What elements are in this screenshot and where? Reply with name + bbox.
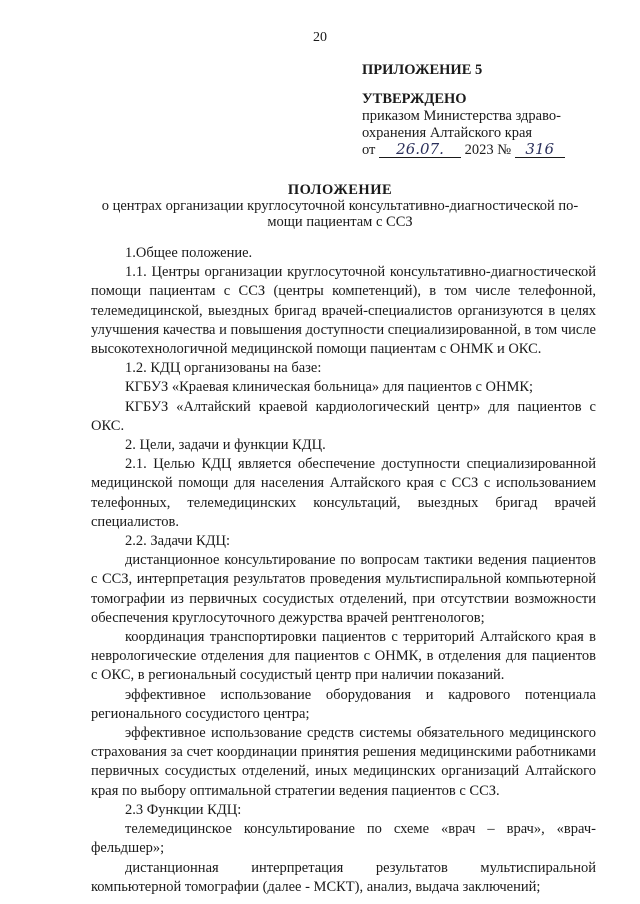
paragraph: 2.3 Функции КДЦ: [125, 801, 242, 818]
paragraph: КГБУЗ «Алтайский краевой кардиологический центр» для пациентов с ОКС. [91, 398, 596, 434]
handwritten-date: 26.07. [379, 142, 461, 158]
paragraph: 1.2. КДЦ организованы на базе: [125, 360, 322, 377]
section-heading: 1.Общее положение. [125, 245, 253, 261]
approval-line-1: приказом Министерства здраво- [362, 108, 561, 124]
approval-line-2: охранения Алтайского края [362, 125, 533, 141]
paragraph: 2.1. Целью КДЦ является обеспечение доступности специализированной медицинской помощи для населения Алтайского края с ССЗ с использованием телефонных, телемедицинских консультаций, выездных бригад врачей специалистов. [91, 456, 596, 530]
paragraph: дистанционное консультирование по вопросам тактики ведения пациентов с ССЗ, интерпретация результатов проведения мультиспиральной компьютерной томографии из первичных сосудистых отделений, при отсутствии возможности обеспечения круглосуточного дежурства врачей рентгенологов; [91, 552, 596, 626]
paragraph: эффективное использование средств системы обязательного медицинского страхования за счет координации принятия решения медицинскими работниками первичных сосудистых отделений, иных медицинских организаций Алтайского края по выбору оптимальной стратегии ведения пациентов с ССЗ. [91, 725, 596, 799]
approval-block [362, 62, 622, 159]
title-heading: ПОЛОЖЕНИЕ [287, 182, 393, 198]
paragraph: координация транспортировки пациентов с территорий Алтайского края в неврологические отделения для пациентов с ОНМК, в отделения для пациентов с ОКС, в региональный сосудистый центр при наличии показаний. [91, 629, 596, 684]
title-line-1: о центрах организации круглосуточной консультативно-диагностической по- [101, 198, 579, 214]
page-number: 20 [313, 30, 327, 45]
paragraph: 1.1. Центры организации круглосуточной консультативно-диагностической помощи пациентам с ССЗ (центры компетенций), в том числе телефонной, телемедицинской, выездных бригад врачей-специалистов организуются в целях улучшения качества и повышения доступности специализированной, в том числе высокотехнологичной медицинской помощи пациентам с ОНМК и ОКС. [91, 264, 596, 358]
approval-date-line [362, 142, 622, 159]
paragraph: 2.2. Задачи КДЦ: [125, 533, 231, 550]
paragraph: КГБУЗ «Краевая клиническая больница» для пациентов с ОНМК; [125, 379, 534, 396]
year-label: 2023 [464, 142, 494, 158]
from-label: от [362, 142, 376, 158]
paragraph: дистанционная интерпретация результатов мультиспиральной компьютерной томографии (далее - МСКТ), анализ, выдача заключений; [91, 859, 596, 895]
section-heading: 2. Цели, задачи и функции КДЦ. [125, 437, 326, 454]
number-label: № [497, 142, 512, 158]
document-title [80, 182, 600, 230]
document-body [91, 244, 596, 897]
title-line-2: мощи пациентам с ССЗ [267, 214, 413, 230]
handwritten-number: 316 [515, 142, 565, 158]
paragraph: эффективное использование оборудования и кадрового потенциала регионального сосудистого центра; [91, 686, 596, 722]
approved-label: УТВЕРЖДЕНО [362, 91, 467, 107]
appendix-label: ПРИЛОЖЕНИЕ 5 [362, 62, 483, 78]
paragraph: телемедицинское консультирование по схеме «врач – врач», «врач-фельдшер»; [91, 821, 596, 857]
